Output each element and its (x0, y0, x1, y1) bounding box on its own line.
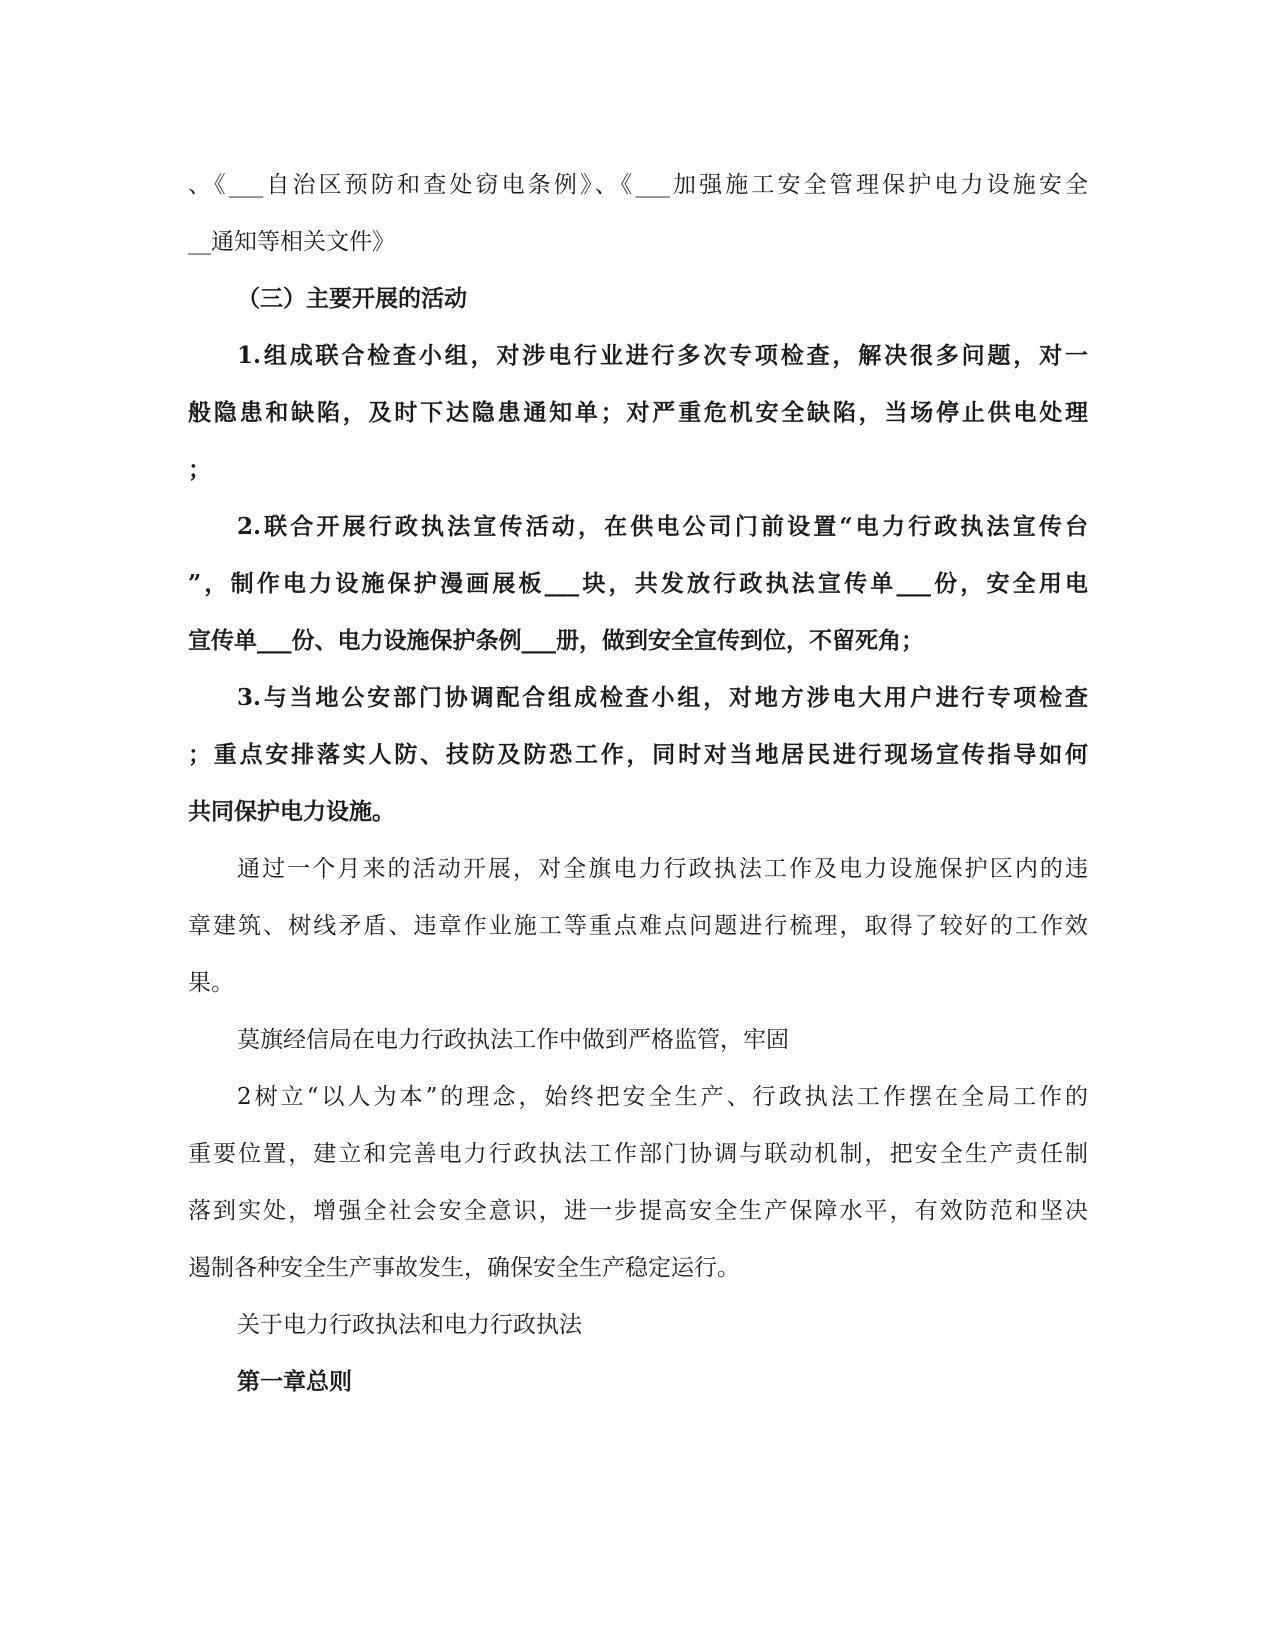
text-line-8: ”，制作电力设施保护漫画展板___块，共发放行政执法宣传单___份，安全用电 (188, 570, 1088, 597)
text-line-19: 落到实处，增强全社会安全意识，进一步提高安全生产保障水平，有效防范和坚决 (188, 1198, 1088, 1224)
text-line-11: ；重点安排落实人防、技防及防恐工作，同时对当地居民进行现场宣传指导如何 (188, 741, 1088, 768)
text-line-15: 果。 (188, 970, 234, 996)
text-line-20: 遏制各种安全生产事故发生，确保安全生产稳定运行。 (188, 1255, 740, 1281)
text-line-2: __通知等相关文件》 (188, 229, 395, 255)
chapter-heading: 第一章总则 (237, 1368, 352, 1395)
text-line-10: 3.与当地公安部门协调配合组成检查小组，对地方涉电大用户进行专项检查 (237, 684, 1088, 711)
section-heading: （三）主要开展的活动 (237, 285, 467, 312)
text-line-21: 关于电力行政执法和电力行政执法 (237, 1312, 582, 1338)
text-line-17: 2树立“以人为本”的理念，始终把安全生产、行政执法工作摆在全局工作的 (237, 1084, 1088, 1110)
text-line-7: 2.联合开展行政执法宣传活动，在供电公司门前设置“电力行政执法宣传台 (237, 513, 1088, 540)
text-line-1: 、《___自治区预防和查处窃电条例》、《___加强施工安全管理保护电力设施安全 (188, 172, 1088, 198)
text-line-13: 通过一个月来的活动开展，对全旗电力行政执法工作及电力设施保护区内的违 (237, 856, 1088, 882)
text-line-14: 章建筑、树线矛盾、违章作业施工等重点难点问题进行梳理，取得了较好的工作效 (188, 913, 1088, 939)
text-line-16: 莫旗经信局在电力行政执法工作中做到严格监管，牢固 (237, 1027, 789, 1053)
text-line-12: 共同保护电力设施。 (188, 798, 395, 825)
text-line-4: 1.组成联合检查小组，对涉电行业进行多次专项检查，解决很多问题，对一 (237, 342, 1088, 369)
text-line-9: 宣传单___份、电力设施保护条例___册，做到安全宣传到位，不留死角； (188, 627, 924, 654)
text-line-18: 重要位置，建立和完善电力行政执法工作部门协调与联动机制，把安全生产责任制 (188, 1141, 1088, 1167)
text-line-5: 般隐患和缺陷，及时下达隐患通知单；对严重危机安全缺陷，当场停止供电处理 (188, 399, 1088, 426)
text-line-6: ； (188, 456, 211, 483)
